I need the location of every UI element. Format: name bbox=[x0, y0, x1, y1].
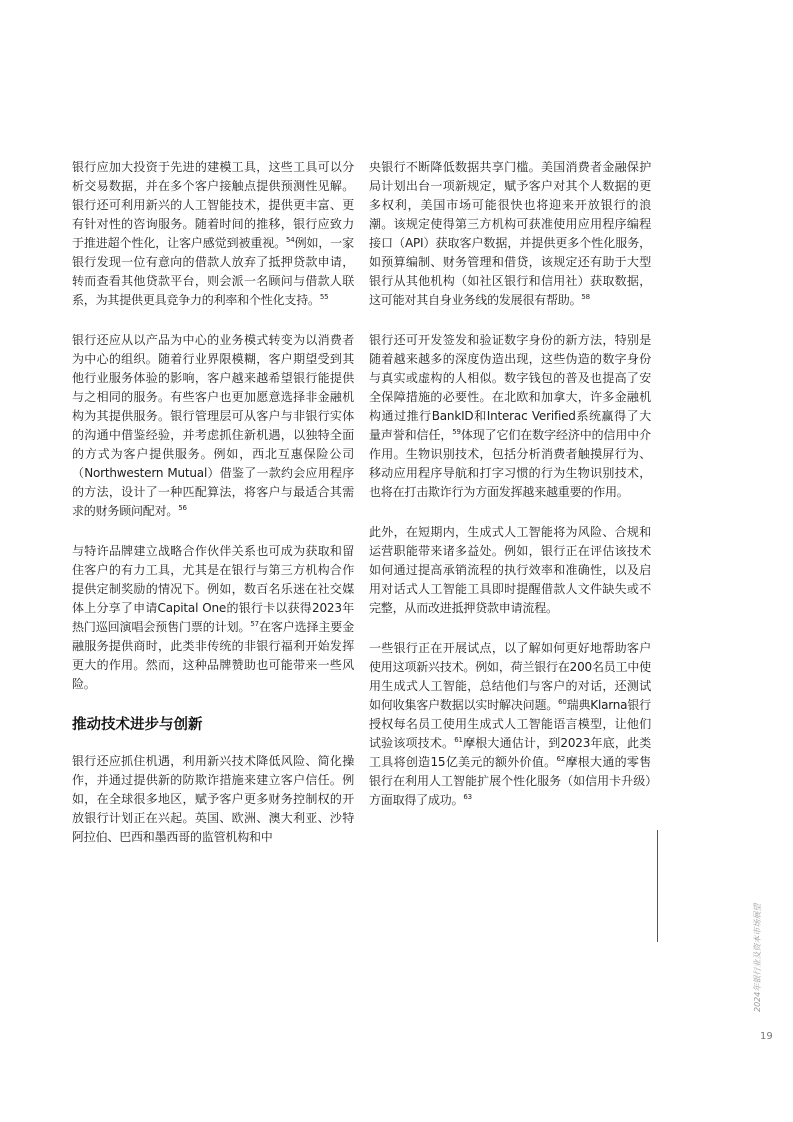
page-number: 19 bbox=[760, 1031, 773, 1042]
footnote-ref[interactable]: 63 bbox=[463, 793, 472, 801]
left-column bbox=[72, 158, 354, 868]
paragraph-text: 摩根大通的零售银行在利用人工智能扩展个性化服务（如信用卡升级）方面取得了成功。 bbox=[369, 755, 651, 807]
paragraph-modeling-tools bbox=[72, 158, 354, 310]
paragraph-text: 一些银行正在开展试点，以了解如何更好地帮助客户使用这项新兴技术。例如，荷兰银行在200名员工中使用生成式人工智能，总结他们与客户的对话，还测试如何收集客户数据以实时解决问题。 bbox=[369, 641, 651, 712]
footnote-ref[interactable]: 61 bbox=[454, 736, 463, 744]
paragraph-text: 此外，在短期内，生成式人工智能将为风险、合规和运营职能带来诸多益处。例如，银行正在评估该技术如何通过提高承销流程的执行效率和准确性，以及启用对话式人工智能工具即时提醒借款人文件缺失或不完整，从而改进抵押贷款申请流程。 bbox=[369, 525, 651, 615]
paragraph-text: 银行还应抓住机遇，利用新兴技术降低风险、简化操作，并通过提供新的防欺诈措施来建立客户信任。例如，在全球很多地区，赋予客户更多财务控制权的开放银行计划正在兴起。英国、欧洲、澳大利亚、沙特阿拉伯、巴西和墨西哥的监管机构和中 bbox=[72, 754, 354, 844]
paragraph-data-sharing bbox=[369, 158, 651, 310]
footnote-ref[interactable]: 55 bbox=[319, 293, 329, 301]
paragraph-ai-pilots bbox=[369, 639, 651, 810]
paragraph-open-banking bbox=[72, 752, 354, 847]
footnote-ref[interactable]: 57 bbox=[250, 620, 259, 628]
paragraph-text: 瑞典Klarna银行授权每名员工使用生成式人工智能语言模型，让他们试验该项技术。 bbox=[369, 698, 651, 750]
footnote-ref[interactable]: 58 bbox=[581, 293, 590, 301]
paragraph-digital-identity bbox=[369, 331, 651, 502]
paragraph-text: 与特许品牌建立战略合作伙伴关系也可成为获取和留住客户的有力工具，尤其是在银行与第三方机构合作提供定制奖励的情况下。例如，数百名乐迷在社交媒体上分享了申请Capital One的银行卡以获得2023年热门巡回演唱会预售门票的计划。 bbox=[72, 544, 354, 634]
paragraph-text: 银行还可开发签发和验证数字身份的新方法，特别是随着越来越多的深度伪造出现，这些伪造的数字身份与真实或虚构的人相似。数字钱包的普及也提高了安全保障措施的必要性。在北欧和加拿大，许多金融机构通过推行BankID和Interac Verified系统赢得了大量声誉和信任， bbox=[369, 333, 651, 442]
paragraph-text: 体现了它们在数字经济中的信用中介作用。生物识别技术，包括分析消费者触摸屏行为、移动应用程序导航和打字习惯的行为生物识别技术，也将在打击欺诈行为方面发挥越来越重要的作用。 bbox=[369, 428, 651, 499]
paragraph-text: 央银行不断降低数据共享门槛。美国消费者金融保护局计划出台一项新规定，赋予客户对其个人数据的更多权利，美国市场可能很快也将迎来开放银行的浪潮。该规定使得第三方机构可获准使用应用程序编程接口（API）获取客户数据，并提供更多个性化服务，如预算编制、财务管理和借贷，该规定还有助于大型银行从其他机构（如社区银行和信用社）获取数据，这可能对其自身业务线的发展很有帮助。 bbox=[369, 160, 651, 307]
paragraph-consumer-centric bbox=[72, 331, 354, 521]
paragraph-text: 银行应加大投资于先进的建模工具，这些工具可以分析交易数据，并在多个客户接触点提供预测性见解。银行还可利用新兴的人工智能技术，提供更丰富、更有针对性的咨询服务。随着时间的推移，银行应致力于推进超个性化，让客户感觉到被重视。 bbox=[72, 160, 354, 250]
paragraph-text: 摩根大通估计，到2023年底，此类工具将创造15亿美元的额外价值。 bbox=[369, 736, 651, 769]
paragraph-brand-partnerships bbox=[72, 542, 354, 694]
paragraph-text: 银行还应从以产品为中心的业务模式转变为以消费者为中心的组织。随着行业界限模糊，客户期望受到其他行业服务体验的影响，客户越来越希望银行能提供与之相同的服务。有些客户也更加愿意选择非金融机构为其提供服务。银行管理层可从客户与非银行实体的沟通中借鉴经验，并考虑抓住新机遇，以独特全面的方式为客户提供服务。例如，西北互惠保险公司（Northwestern Mutual）借鉴了一款约会应用程序的方法，设计了一种匹配算法，将客户与最适合其需求的财务顾问配对。 bbox=[72, 333, 354, 518]
side-report-title: 2024年银行业及资本市场展望 bbox=[753, 903, 762, 1012]
section-heading: 推动技术进步与创新 bbox=[72, 717, 203, 733]
footnote-ref[interactable]: 59 bbox=[452, 428, 461, 436]
paragraph-generative-ai bbox=[369, 523, 651, 618]
column-divider bbox=[657, 830, 658, 942]
footnote-ref[interactable]: 56 bbox=[178, 504, 187, 512]
paragraph-text: 在客户选择主要金融服务提供商时，此类非传统的非银行福利开始发挥更大的作用。然而，这种品牌赞助也可能带来一些风险。 bbox=[72, 620, 354, 691]
footnote-ref[interactable]: 60 bbox=[558, 698, 567, 706]
right-column bbox=[369, 158, 651, 831]
paragraph-text: 例如，一家银行发现一位有意向的借款人放弃了抵押贷款申请，转而查看其他贷款平台，则会派一名顾问与借款人联系，为其提供更具竞争力的利率和个性化支持。 bbox=[72, 236, 354, 307]
footnote-ref[interactable]: 54 bbox=[286, 236, 295, 244]
footnote-ref[interactable]: 62 bbox=[556, 755, 565, 763]
